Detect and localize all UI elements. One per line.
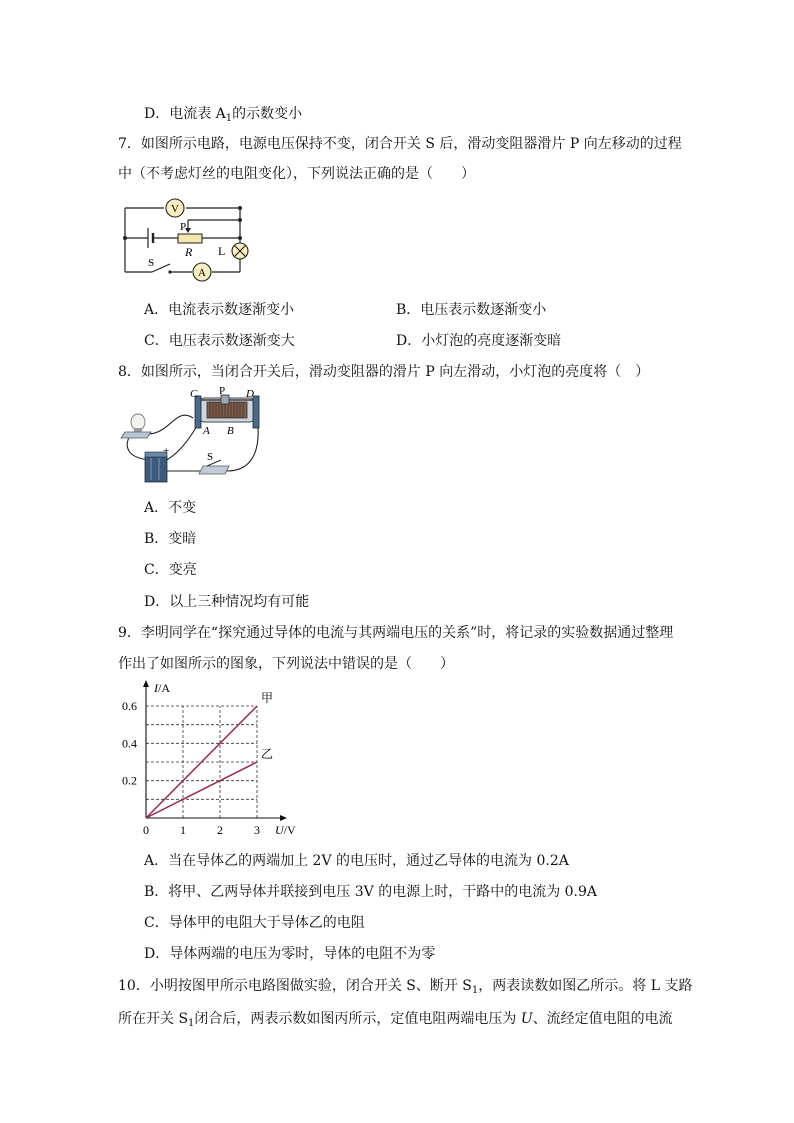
lamp-l-label: L [218, 244, 226, 258]
q7-option-a: A．电流表示数逐渐变小 [144, 302, 295, 318]
q9-option-c: C．导体甲的电阻大于导体乙的电阻 [144, 915, 365, 931]
q7-circuit-diagram [115, 192, 265, 282]
q10-stem-line2-b: 闭合后，两表示数如图丙所示，定值电阻两端电压为 [194, 1011, 521, 1027]
q9-option-a: A．当在导体乙的两端加上 2V 的电压时，通过乙导体的电流为 0.2A [144, 853, 569, 869]
q7-stem-line2: 中（不考虑灯丝的电阻变化），下列说法正确的是（ ） [118, 166, 475, 182]
q10-u-symbol: U [520, 1011, 533, 1027]
q9-option-b: B．将甲、乙两导体并联接到电压 3V 的电源上时，干路中的电流为 0.9A [144, 884, 598, 900]
chart-labels [122, 681, 296, 837]
terminal-d-label: D [246, 388, 254, 400]
q7-stem-line1: 7．如图所示电路，电源电压保持不变，闭合开关 S 后，滑动变阻器滑片 P 向左移动的过程 [118, 136, 682, 152]
iu-line-chart [110, 680, 310, 840]
x-tick-label: 1 [180, 823, 186, 837]
y-tick-label: 0.6 [122, 699, 137, 713]
x-axis-label: U/V [275, 823, 296, 837]
q6-option-d-tail: 的示数变小 [232, 106, 303, 122]
q8-option-a: A．不变 [144, 500, 197, 516]
q10-stem-line2-c: 、流经定值电阻的电流 [532, 1011, 673, 1027]
q10-sub-1b: 1 [188, 1018, 195, 1029]
battery-plus-label: + [163, 445, 170, 457]
q10-stem-line2-a: 所在开关 S [118, 1011, 189, 1027]
slider-p-label: P [180, 221, 187, 233]
x-axis-arrow [280, 815, 287, 821]
q10-sub-1a: 1 [471, 985, 479, 996]
series-line-yi [146, 762, 257, 818]
q10-stem-line1 [118, 976, 692, 1001]
q10-stem-line2 [118, 1009, 673, 1034]
q7-option-d: D．小灯泡的亮度逐渐变暗 [396, 333, 562, 349]
voltmeter-label: V [171, 203, 179, 215]
q9-stem-line2: 作出了如图所示的图象，下列说法中错误的是（ ） [118, 656, 454, 672]
q6-option-d-sub: 1 [225, 113, 233, 124]
switch-s-label: S [148, 257, 155, 269]
x-tick-label: 0 [143, 823, 149, 837]
y-axis-label: I/A [154, 681, 170, 695]
q8-stem: 8．如图所示，当闭合开关后，滑动变阻器的滑片 P 向左滑动，小灯泡的亮度将（ ） [118, 364, 650, 380]
y-tick-label: 0.4 [122, 736, 137, 751]
q6-option-d [144, 104, 302, 129]
q9-stem-line1: 9．李明同学在“探究通过导体的电流与其两端电压的关系”时，将记录的实验数据通过整理 [118, 625, 674, 641]
series-label-jia: 甲 [261, 691, 274, 705]
q10-stem-line1-b: ，两表读数如图乙所示。将 L 支路 [478, 978, 693, 994]
q8-option-d: D．以上三种情况均有可能 [144, 594, 310, 610]
q6-option-d-text: D．电流表 A [144, 106, 226, 122]
series-label-yi: 乙 [261, 747, 274, 761]
y-tick-label: 0.2 [122, 773, 137, 788]
terminal-a-label: A [203, 425, 210, 437]
q9-option-d: D．导体两端的电压为零时，导体的电阻不为零 [144, 946, 436, 962]
resistor-r-label: R [185, 245, 193, 259]
terminal-c-label: C [190, 388, 198, 400]
q8-option-c: C．变亮 [144, 562, 197, 578]
slider-p-label-q8: P [219, 386, 226, 397]
x-tick-label: 2 [217, 823, 223, 837]
x-tick-label: 3 [254, 823, 260, 837]
q7-option-b: B．电压表示数逐渐变小 [396, 302, 547, 318]
q8-apparatus-figure [115, 386, 265, 486]
y-axis-arrow [143, 680, 149, 687]
switch-s-label-q8: S [207, 451, 214, 463]
q8-option-b: B．变暗 [144, 531, 197, 547]
ammeter-label: A [198, 267, 206, 279]
terminal-b-label: B [227, 425, 234, 437]
q10-stem-line1-a: 10．小明按图甲所示电路图做实验，闭合开关 S、断开 S [118, 978, 472, 994]
q7-option-c: C．电压表示数逐渐变大 [144, 333, 295, 349]
